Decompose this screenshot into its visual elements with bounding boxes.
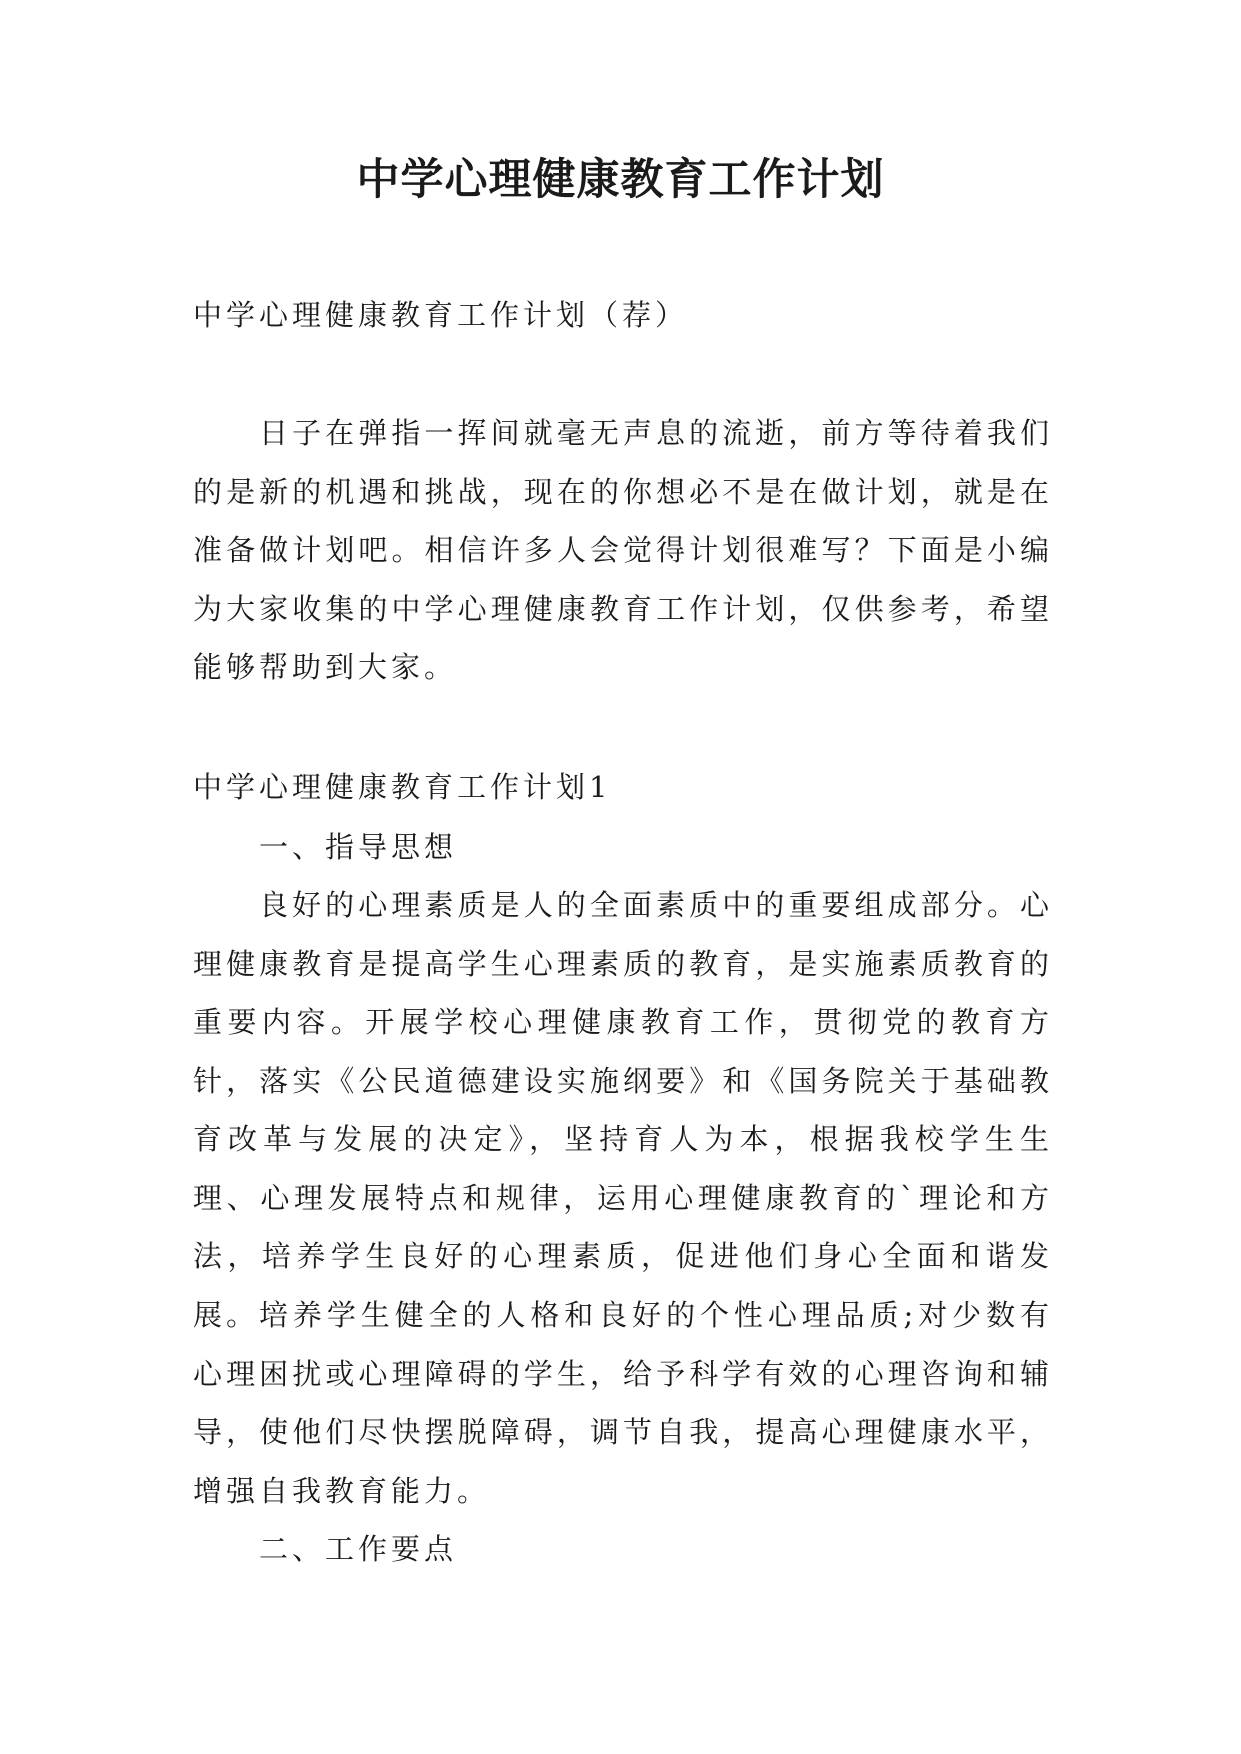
intro-paragraph: 日子在弹指一挥间就毫无声息的流逝，前方等待着我们的是新的机遇和挑战，现在的你想必不是在做计划，就是在准备做计划吧。相信许多人会觉得计划很难写？下面是小编为大家收集的中学心理健康教育工作计划，仅供参考，希望能够帮助到大家。	[193, 416, 1053, 684]
section-heading-work-points: 二、工作要点	[259, 1532, 458, 1566]
document-subtitle: 中学心理健康教育工作计划（荐）	[193, 298, 689, 332]
goals-paragraph: 培养学生健全的人格和良好的个性心理品质;对少数有心理困扰或心理障碍的学生，给予科学有效的心理咨询和辅导，使他们尽快摆脱障碍，调节自我，提高心理健康水平，增强自我教育能力。	[193, 1298, 1053, 1508]
plan-heading: 中学心理健康教育工作计划1	[193, 770, 612, 804]
document-title: 中学心理健康教育工作计划	[356, 155, 885, 205]
guiding-ideology-paragraph: 良好的心理素质是人的全面素质中的重要组成部分。心理健康教育是提高学生心理素质的教育，是实施素质教育的重要内容。开展学校心理健康教育工作，贯彻党的教育方针，落实《公民道德建设实施纲要》和《国务院关于基础教育改革与发展的决定》，坚持育人为本，根据我校学生生理、心理发展特点和规律，运用心理健康教育的`理论和方法，培养学生良好的心理素质，促进他们身心全面和谐发展。	[193, 888, 1053, 1332]
section-heading-guiding-ideology: 一、指导思想	[259, 830, 458, 864]
